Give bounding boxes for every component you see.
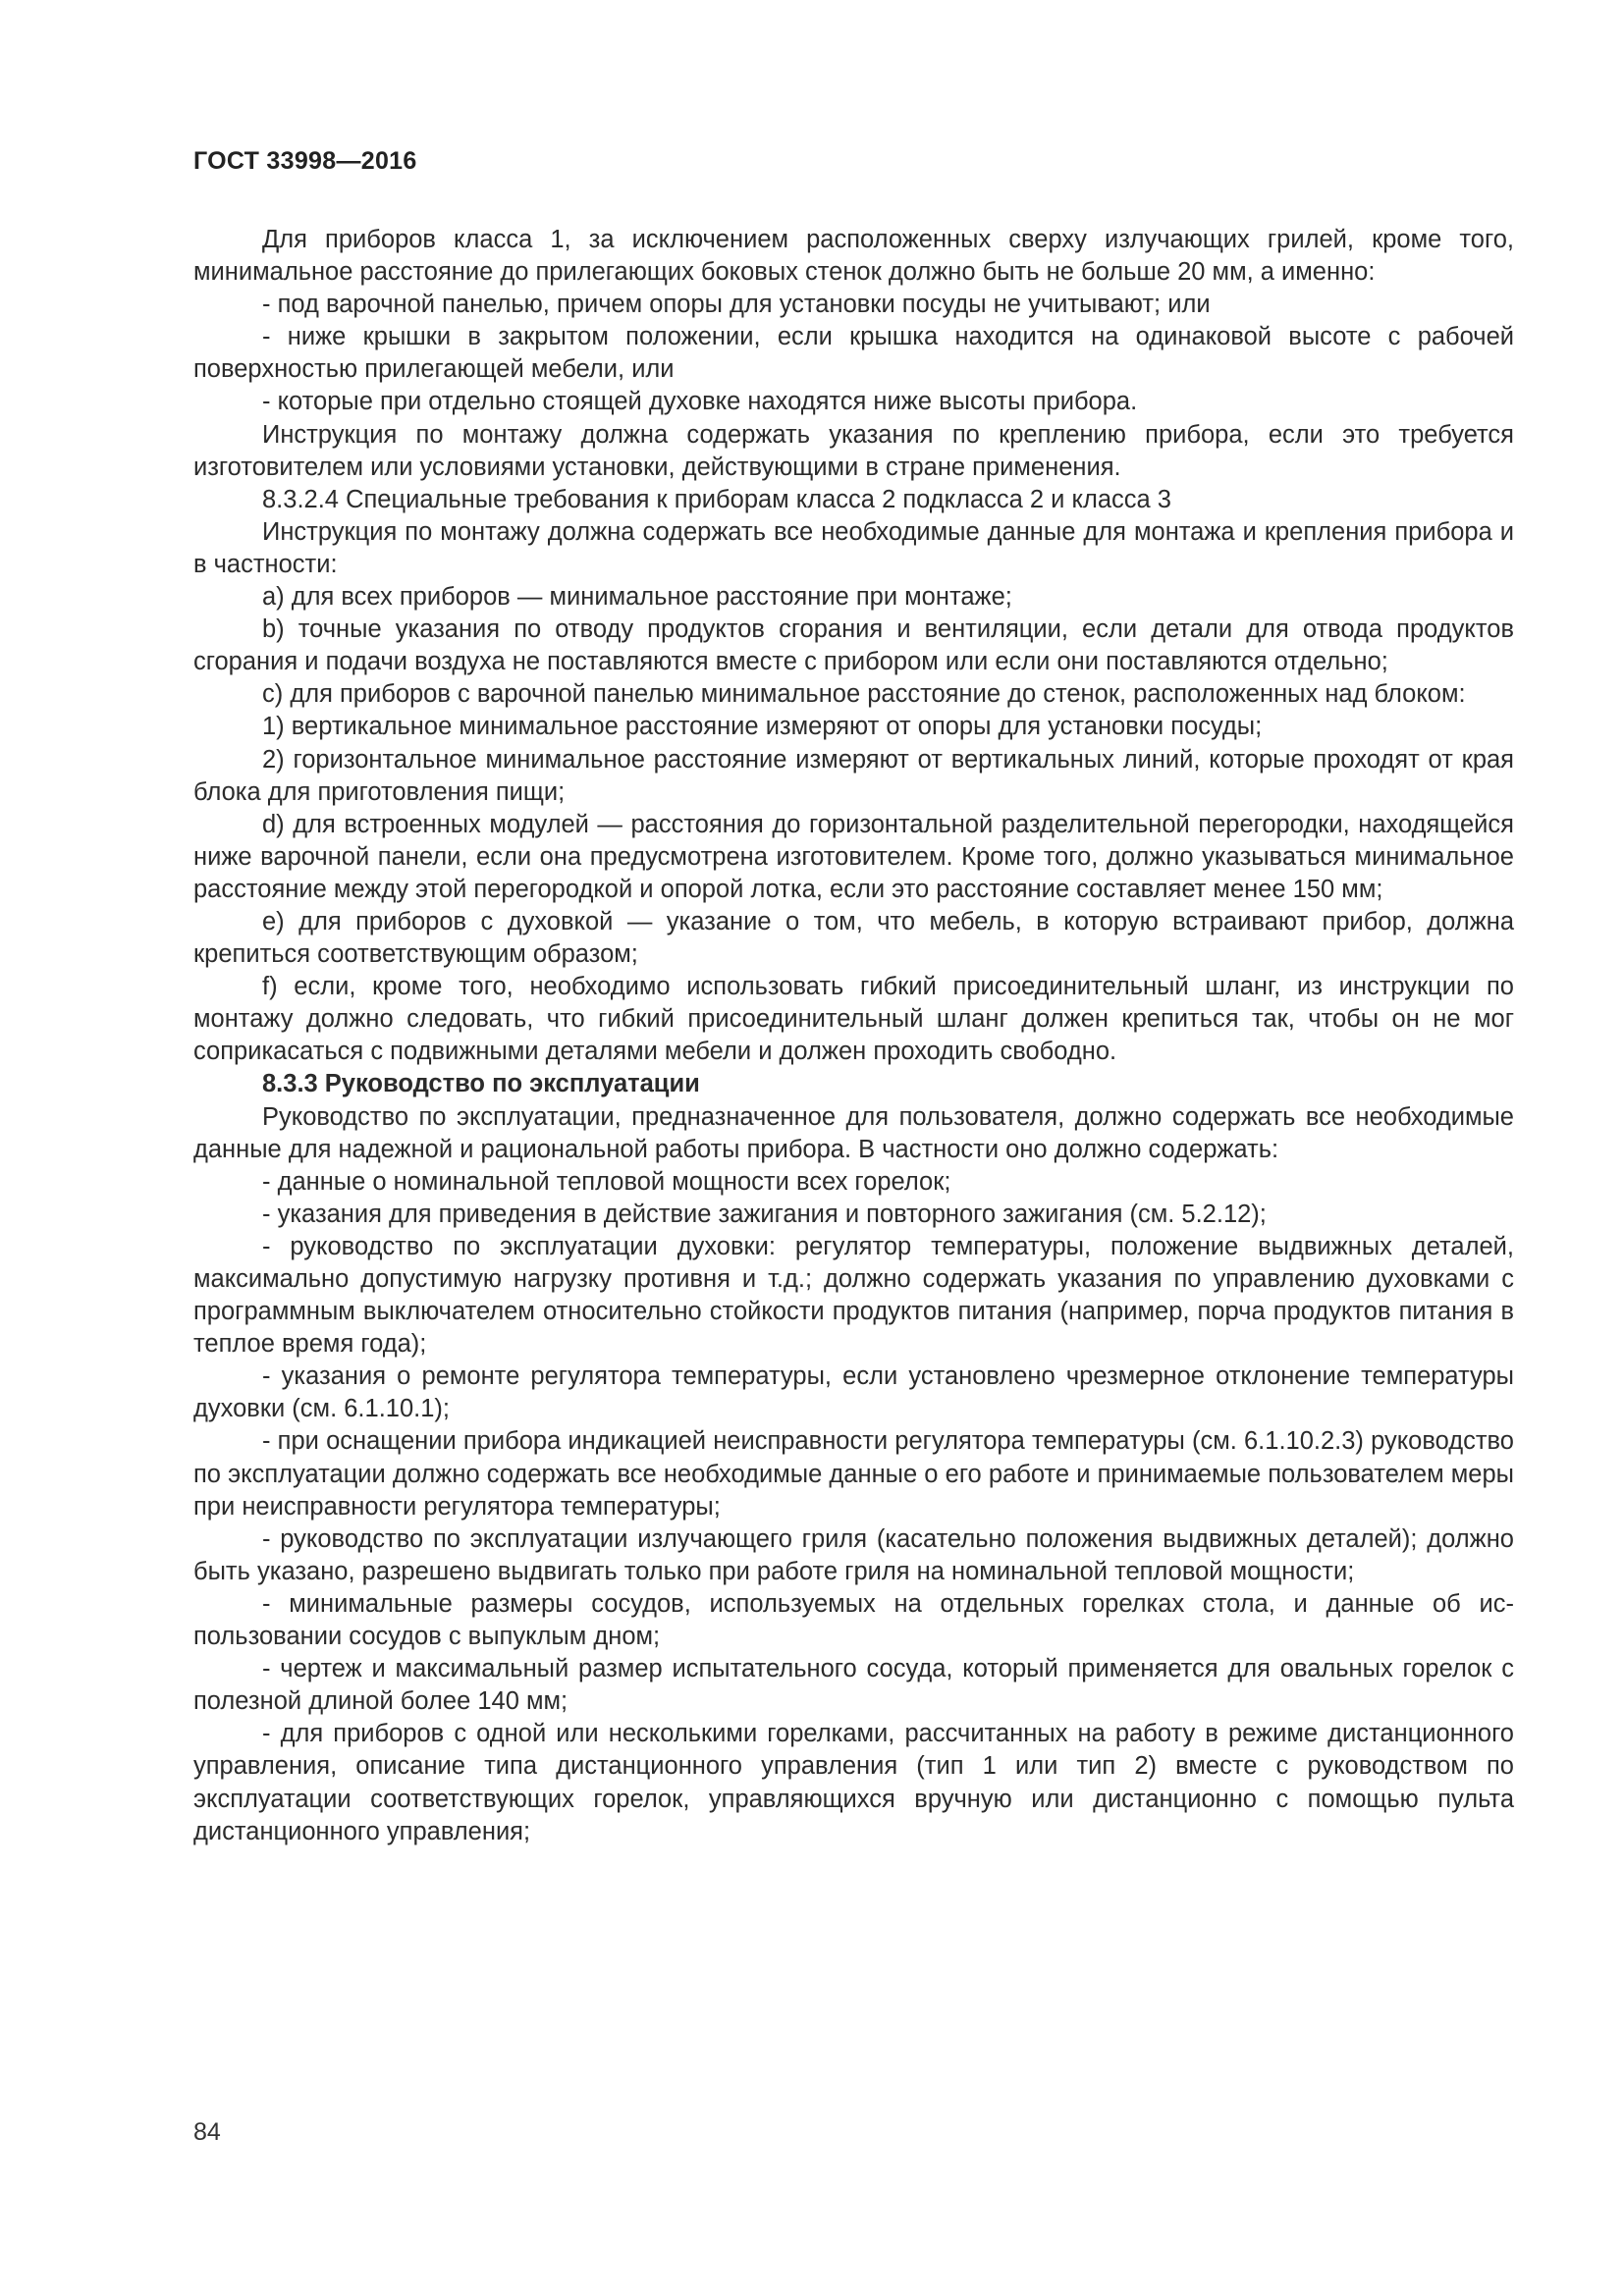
list-item: - чертеж и максимальный размер испытательного сосуда, который применяется для овальных горелок с полезной длиной более 140 мм; (193, 1655, 1514, 1716)
list-item: b) точные указания по отводу продуктов сгорания и вентиляции, если детали для отвода продуктов сгорания и подачи воздуха не поставляются вместе с прибором или если они поставляются отдельно; (193, 615, 1514, 676)
list-item: 2) горизонтальное минимальное расстояние измеряют от вертикальных линий, которые проходят от края блока для приготовления пищи; (193, 745, 1514, 806)
list-item: - данные о номинальной тепловой мощности всех горелок; (262, 1167, 951, 1196)
list-item: e) для приборов с духовкой — указание о том, что мебель, в которую встраивают прибор, должна крепиться соответствующим образом; (193, 907, 1514, 969)
document-body (193, 224, 1514, 1848)
list-item: - руководство по эксплуатации излучающего гриля (касательно положения выдвижных деталей); должно быть указано, разрешено выдвигать только при работе гриля на номинальной тепловой мощности; (193, 1524, 1514, 1585)
list-item: - под варочной панелью, причем опоры для установки посуды не учитывают; или (262, 291, 1211, 319)
list-item: - которые при отдельно стоящей духовке находятся ниже высоты прибора. (262, 388, 1138, 416)
list-item: c) для приборов с варочной панелью минимальное расстояние до стенок, расположенных над блоком: (262, 680, 1466, 709)
paragraph: Инструкция по монтажу должна содержать указания по креплению прибора, если это требуется изготовителем или условиями установки, действующими в стране применения. (193, 420, 1514, 481)
page-number: 84 (193, 2118, 221, 2146)
list-item: d) для встроенных модулей — расстояния до горизонтальной разделительной перегородки, находящейся ниже варочной панели, если она предусмотрена изготовителем. Кроме того, должно указываться минимальное расстояние между этой перегородкой и опорой лотка, если это расстояние составляет менее 150 мм; (193, 810, 1514, 903)
section-heading: 8.3.3 Руководство по эксплуатации (262, 1070, 700, 1098)
list-item: - указания о ремонте регулятора температуры, если установлено чрезмерное отклонение температуры духовки (см. 6.1.10.1); (193, 1362, 1514, 1423)
list-item: - при оснащении прибора индикацией неисправности регулятора температуры (см. 6.1.10.2.3) руководство по эксплуатации должно содержать все необходимые данные о его работе и принимаемые пользователем меры при неисправности регулятора температуры; (193, 1427, 1514, 1521)
paragraph: Инструкция по монтажу должна содержать все необходимые данные для монтажа и крепления прибора и в частности: (193, 517, 1514, 578)
list-item: a) для всех приборов — минимальное расстояние при монтаже; (262, 583, 1012, 612)
list-item: - руководство по эксплуатации духовки: регулятор температуры, положение выдвижных деталей, максимально допустимую нагрузку противня и т.д.; должно содержать указания по управлению духовками с программным выключателем относительно стойкости продуктов питания (например, порча продуктов питания в теплое время года); (193, 1232, 1514, 1359)
paragraph: Руководство по эксплуатации, предназначенное для пользователя, должно содержать все необходимые данные для надежной и рациональной работы прибора. В частности оно должно содержать: (193, 1102, 1514, 1163)
paragraph: Для приборов класса 1, за исключением расположенных сверху излучающих грилей, кроме того, минимальное расстояние до прилегающих боковых стенок должно быть не больше 20 мм, а именно: (193, 226, 1514, 287)
list-item: - указания для приведения в действие зажигания и повторного зажигания (см. 5.2.12); (262, 1200, 1267, 1228)
document-header: ГОСТ 33998—2016 (193, 147, 417, 175)
subsection-title: 8.3.2.4 Специальные требования к приборам класса 2 подкласса 2 и класса 3 (262, 485, 1171, 513)
list-item: - ниже крышки в закрытом положении, если крышка находится на одинаковой высоте с рабочей поверхностью прилегающей мебели, или (193, 323, 1514, 384)
list-item: f) если, кроме того, необходимо использовать гибкий присоединительный шланг, из инструкции по монтажу должно следовать, что гибкий присоединительный шланг должен крепиться так, чтобы он не мог соприкасаться с подвижными деталями мебели и должен проходить свободно. (193, 973, 1514, 1066)
list-item: - минимальные размеры сосудов, используемых на отдельных горелках стола, и данные об использовании сосудов с выпуклым дном; (193, 1589, 1514, 1651)
list-item: - для приборов с одной или несколькими горелками, рассчитанных на работу в режиме дистанционного управления, описание типа дистанционного управления (тип 1 или тип 2) вместе с руководством по эксплуатации соответствующих горелок, управляющихся вручную или дистанционно с помощью пульта дистанционного управления; (193, 1720, 1514, 1845)
list-item: 1) вертикальное минимальное расстояние измеряют от опоры для установки посуды; (262, 713, 1263, 741)
